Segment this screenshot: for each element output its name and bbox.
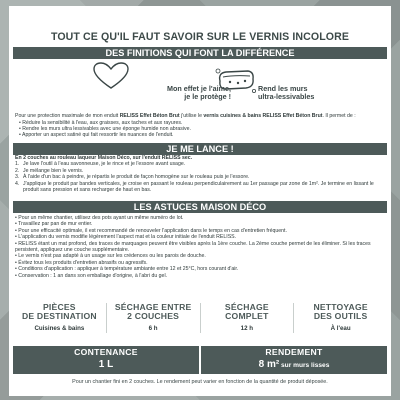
label-protection: Mon effet je l'aime, je le protège ! [166, 84, 231, 102]
lance-lead: En 2 couches au rouleau laqueur Maison Déco, sur l'enduit RELISS sec. [15, 154, 193, 161]
rendement-box: RENDEMENT 8 m² sur murs lisses [201, 346, 387, 374]
section-heading-finitions: DES FINITIONS QUI FONT LA DIFFÉRENCE [13, 47, 387, 59]
finitions-illustration [9, 59, 391, 113]
finitions-intro: Pour une protection maximale de mon enduit RELISS Effet Béton Brut j'utilise le vernis cuisines & bains RELISS Effet Béton Brut. Il permet de : [15, 113, 356, 119]
section-heading-lance: JE ME LANCE ! [13, 143, 387, 155]
page-title: TOUT CE QU'IL FAUT SAVOIR SUR LE VERNIS INCOLORE [50, 31, 350, 43]
specs-grid [13, 303, 387, 333]
list-item: 3. À l'aide d'un bac à peindre, je répartis le produit de façon homogène sur le rouleau puis je l'essore. [15, 174, 250, 181]
list-item: • Conservation : 1 an dans son emballage d'origine, à l'abri du gel. [15, 272, 168, 279]
list-item: • Apporter un aspect satiné qui fait ressortir les nuances de l'enduit. [19, 132, 174, 139]
spec-sechage-couches: SÉCHAGE ENTRE 2 COUCHES 6 h [107, 303, 201, 333]
footnote: Pour un chantier fini en 2 couches. Le rendement peut varier en fonction de la quantité de produit déposée. [72, 379, 328, 385]
spec-nettoyage: NETTOYAGE DES OUTILS À l'eau [313, 302, 368, 332]
list-item: • L'application du vernis modifie légèrement l'aspect mat et la couleur initiale de l'enduit RELISS. [15, 234, 237, 241]
list-item: • Rendre les murs ultra lessivables avec une éponge humide non abrasive. [19, 126, 191, 132]
lance-steps [9, 161, 391, 193]
astuces-section [9, 197, 391, 279]
section-heading-astuces: LES ASTUCES MAISON DÉCO [13, 201, 387, 213]
list-item: 4. J'applique le produit par bandes verticales, je croise en passant le rouleau perpendiculairement au 1er passage par zone de 1m². Je termine en lissant le produit sans pression et sans recharger de haut en bas. [15, 180, 374, 194]
list-item: • Travaillez par pan de mur entier. [15, 221, 93, 228]
list-item: • Réduire la sensibilité à l'eau, aux graisses, aux taches et aux rayures. [19, 119, 183, 126]
spec-sechage-complet: SÉCHAGE COMPLET 12 h [201, 303, 295, 333]
spec-pieces: PIÈCES DE DESTINATION Cuisines & bains [13, 303, 107, 333]
list-item: • RELISS étant un mat profond, des traces de marquages peuvent être visibles après la 1ère couche. La 2ème couche permet de les éliminer. Si les traces persistent, appliquez une couche supplémentaire. [15, 240, 371, 254]
contenance-box: CONTENANCE 1 L [13, 346, 199, 374]
astuces-bullets [9, 215, 391, 279]
list-item: • Conditions d'application : appliquer à température ambiante entre 12 et 25°C, hors courant d'air. [15, 266, 239, 273]
list-item: • Le vernis n'est pas adapté à un usage sur les crédences ou les parois de douche. [15, 253, 206, 260]
list-item: • Pour un même chantier, utilisez des pots ayant un même numéro de lot. [15, 215, 184, 221]
label-lessivable: Rend les murs ultra-lessivables [258, 84, 315, 102]
list-item: • Pour une efficacité optimale, il est recommandé de renouveler l'application dans le temps en cas d'entretien fréquent. [15, 227, 287, 234]
bottom-boxes [13, 346, 387, 374]
list-item: 1. Je lave l'outil à l'eau savonneuse, je le rince et je l'essore avant usage. [15, 161, 186, 168]
finitions-bullets [9, 120, 391, 139]
list-item: 2. Je mélange bien le vernis. [15, 167, 84, 174]
info-sheet [9, 6, 391, 396]
sponge-icon [214, 67, 258, 93]
list-item: • Évitez tous les produits d'entretien abrasifs ou agressifs. [15, 259, 148, 266]
